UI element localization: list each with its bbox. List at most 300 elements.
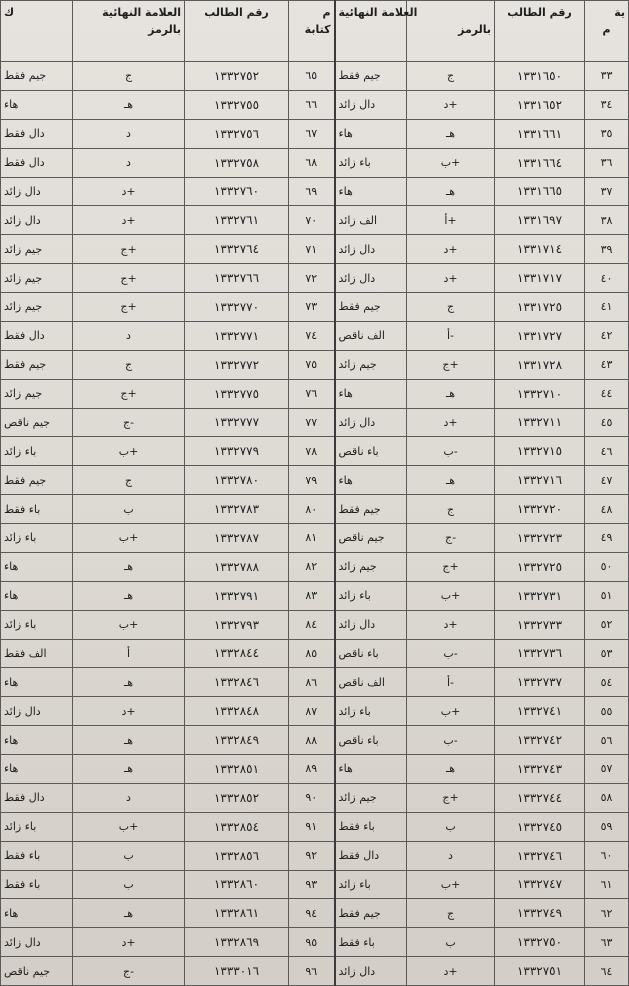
right-student-number: ١٣٣٢٧٤٧ — [495, 870, 585, 899]
right-student-number: ١٣٣٢٧٢٥ — [495, 552, 585, 581]
left-student-number: ١٣٣٢٧٨٣ — [185, 495, 289, 524]
right-row-index: ٥١ — [585, 581, 629, 610]
right-row-index: ٥٣ — [585, 639, 629, 668]
right-grade-word: باء زائد — [335, 870, 407, 899]
left-row-index: ٨٤ — [289, 610, 335, 639]
right-row-index: ٤١ — [585, 293, 629, 322]
left-grade-word: هاء — [1, 581, 73, 610]
right-row-index: ٤٤ — [585, 379, 629, 408]
right-grade-symbol: د — [407, 841, 495, 870]
right-student-number: ١٣٣١٦٦٥ — [495, 177, 585, 206]
right-grade-symbol: ب- — [407, 726, 495, 755]
left-student-number: ١٣٣٣٠١٦ — [185, 957, 289, 986]
right-grade-symbol: ج — [407, 899, 495, 928]
table-row — [1, 62, 629, 91]
right-student-number: ١٣٣٢٧١٠ — [495, 379, 585, 408]
right-grade-word: جيم زائد — [335, 350, 407, 379]
right-student-number: ١٣٣١٧١٧ — [495, 264, 585, 293]
right-student-number: ١٣٣٢٧٤٦ — [495, 841, 585, 870]
left-m-header — [289, 1, 335, 62]
table-row — [1, 264, 629, 293]
left-grade-word: جيم فقط — [1, 466, 73, 495]
right-student-number: ١٣٣١٦٩٧ — [495, 206, 585, 235]
right-grade-word: دال زائد — [335, 957, 407, 986]
left-grade-symbol: أ — [73, 639, 185, 668]
right-student-number: ١٣٣٢٧٤٢ — [495, 726, 585, 755]
left-student-number: ١٣٣٢٧٦٤ — [185, 235, 289, 264]
left-student-number: ١٣٣٢٨٥١ — [185, 755, 289, 784]
left-grade-word: جيم فقط — [1, 350, 73, 379]
left-row-index: ٧٢ — [289, 264, 335, 293]
left-grade-symbol: د — [73, 148, 185, 177]
right-grade-symbol: هـ — [407, 119, 495, 148]
right-grade-symbol: د+ — [407, 235, 495, 264]
left-student-number: ١٣٣٢٧٧٠ — [185, 293, 289, 322]
left-student-number: ١٣٣٢٧٧٩ — [185, 437, 289, 466]
right-grade-word: هاء — [335, 466, 407, 495]
table-row — [1, 408, 629, 437]
left-grade-symbol: د+ — [73, 206, 185, 235]
left-grade-word: هاء — [1, 90, 73, 119]
right-student-number: ١٣٣١٦٦٤ — [495, 148, 585, 177]
left-grade-word: دال زائد — [1, 928, 73, 957]
right-grade-word: باء فقط — [335, 812, 407, 841]
table-row — [1, 524, 629, 553]
right-grade-symbol: هـ — [407, 177, 495, 206]
right-grade-word: الف ناقص — [335, 668, 407, 697]
right-grade-symbol: د+ — [407, 264, 495, 293]
right-grade-word: دال زائد — [335, 90, 407, 119]
table-row — [1, 639, 629, 668]
right-grade-symbol: أ+ — [407, 206, 495, 235]
left-row-index: ٩٤ — [289, 899, 335, 928]
table-row — [1, 321, 629, 350]
left-grade-symbol: ب+ — [73, 812, 185, 841]
right-student-number: ١٣٣٢٧١١ — [495, 408, 585, 437]
right-grade-word: الف زائد — [335, 206, 407, 235]
left-row-index: ٩٠ — [289, 783, 335, 812]
left-row-index: ٧٧ — [289, 408, 335, 437]
right-grade-word: جيم فقط — [335, 62, 407, 91]
right-student-number: ١٣٣١٦٥٢ — [495, 90, 585, 119]
table-row — [1, 726, 629, 755]
right-row-index: ٣٥ — [585, 119, 629, 148]
left-row-index: ٨٣ — [289, 581, 335, 610]
left-grade-word: هاء — [1, 899, 73, 928]
left-grade-symbol: ب — [73, 841, 185, 870]
right-grade-word: دال زائد — [335, 235, 407, 264]
left-row-index: ٨٩ — [289, 755, 335, 784]
right-symbol-header — [407, 1, 495, 62]
right-grade-word: دال زائد — [335, 408, 407, 437]
table-row — [1, 668, 629, 697]
left-row-index: ٦٥ — [289, 62, 335, 91]
right-grade-word: جيم فقط — [335, 899, 407, 928]
left-student-number: ١٣٣٢٨٥٦ — [185, 841, 289, 870]
table-row — [1, 235, 629, 264]
header-row — [1, 1, 629, 62]
right-grade-symbol: ب+ — [407, 697, 495, 726]
table-row — [1, 610, 629, 639]
left-student-number: ١٣٣٢٧٧١ — [185, 321, 289, 350]
right-grade-symbol: ج+ — [407, 350, 495, 379]
left-row-index: ٦٩ — [289, 177, 335, 206]
left-grade-word: باء فقط — [1, 870, 73, 899]
table-row — [1, 581, 629, 610]
table-row — [1, 466, 629, 495]
left-symbol-header — [73, 1, 185, 62]
left-grade-symbol: د — [73, 119, 185, 148]
left-row-index: ٩١ — [289, 812, 335, 841]
right-by-symbol-label: بالرمز — [458, 23, 491, 36]
table-row — [1, 495, 629, 524]
right-grade-word: هاء — [335, 119, 407, 148]
left-grade-symbol: د+ — [73, 928, 185, 957]
right-grade-word: هاء — [335, 755, 407, 784]
right-row-index: ٣٨ — [585, 206, 629, 235]
right-student-number: ١٣٣٢٧٣٧ — [495, 668, 585, 697]
left-student-no-header: رقم الطالب — [185, 1, 289, 62]
left-student-number: ١٣٣٢٧٥٢ — [185, 62, 289, 91]
right-grade-word: جيم فقط — [335, 495, 407, 524]
left-student-number: ١٣٣٢٧٥٦ — [185, 119, 289, 148]
right-student-number: ١٣٣١٦٥٠ — [495, 62, 585, 91]
left-grade-word: جيم زائد — [1, 293, 73, 322]
right-grade-symbol: ج- — [407, 524, 495, 553]
left-student-number: ١٣٣٢٨٤٩ — [185, 726, 289, 755]
table-row — [1, 293, 629, 322]
right-row-index: ٤٣ — [585, 350, 629, 379]
right-edge-label: ية — [614, 6, 625, 19]
right-row-index: ٥٧ — [585, 755, 629, 784]
right-student-number: ١٣٣٢٧٤٩ — [495, 899, 585, 928]
left-grade-word: باء زائد — [1, 812, 73, 841]
left-student-number: ١٣٣٢٨٦٠ — [185, 870, 289, 899]
right-row-index: ٣٧ — [585, 177, 629, 206]
left-row-index: ٧٠ — [289, 206, 335, 235]
right-student-number: ١٣٣٢٧٣١ — [495, 581, 585, 610]
right-grade-symbol: ب — [407, 812, 495, 841]
right-row-index: ٣٩ — [585, 235, 629, 264]
table-row — [1, 437, 629, 466]
left-grade-word: باء زائد — [1, 524, 73, 553]
right-student-number: ١٣٣١٧١٤ — [495, 235, 585, 264]
right-grade-word: باء ناقص — [335, 726, 407, 755]
left-student-number: ١٣٣٢٧٧٧ — [185, 408, 289, 437]
left-grade-symbol: ج — [73, 466, 185, 495]
left-grade-symbol: ج- — [73, 408, 185, 437]
left-grade-symbol: ج — [73, 62, 185, 91]
left-m-label: م — [322, 6, 331, 19]
right-grade-word: جيم زائد — [335, 783, 407, 812]
left-grade-word: دال زائد — [1, 177, 73, 206]
right-grade-symbol: ب — [407, 928, 495, 957]
left-grade-word: هاء — [1, 552, 73, 581]
left-grade-word: دال فقط — [1, 783, 73, 812]
right-grade-symbol: أ- — [407, 668, 495, 697]
left-student-number: ١٣٣٢٨٤٦ — [185, 668, 289, 697]
right-row-index: ٣٤ — [585, 90, 629, 119]
left-grade-word: هاء — [1, 668, 73, 697]
right-grade-symbol: هـ — [407, 755, 495, 784]
left-grade-word: الف فقط — [1, 639, 73, 668]
left-row-index: ٦٧ — [289, 119, 335, 148]
right-grade-word: باء زائد — [335, 581, 407, 610]
right-grade-word: هاء — [335, 177, 407, 206]
right-m-label: م — [602, 23, 611, 36]
table-row — [1, 206, 629, 235]
right-grade-word: الف ناقص — [335, 321, 407, 350]
right-student-number: ١٣٣٢٧١٦ — [495, 466, 585, 495]
right-student-number: ١٣٣١٧٢٥ — [495, 293, 585, 322]
left-grade-symbol: هـ — [73, 90, 185, 119]
right-grade-symbol: ب+ — [407, 870, 495, 899]
right-row-index: ٥٩ — [585, 812, 629, 841]
left-student-number: ١٣٣٢٨٥٤ — [185, 812, 289, 841]
left-grade-symbol: د — [73, 783, 185, 812]
right-grade-symbol: هـ — [407, 379, 495, 408]
right-grade-word: باء زائد — [335, 697, 407, 726]
left-row-index: ٩٦ — [289, 957, 335, 986]
table-row — [1, 697, 629, 726]
right-student-number: ١٣٣٢٧٣٣ — [495, 610, 585, 639]
left-row-index: ٨٥ — [289, 639, 335, 668]
table-row — [1, 812, 629, 841]
right-student-number: ١٣٣٢٧١٥ — [495, 437, 585, 466]
left-grade-symbol: د+ — [73, 697, 185, 726]
right-final-grade-label: العلامة النهائية — [338, 6, 418, 19]
left-grade-word: باء فقط — [1, 495, 73, 524]
left-row-index: ٧٨ — [289, 437, 335, 466]
right-row-index: ٥٤ — [585, 668, 629, 697]
table-row — [1, 148, 629, 177]
right-grade-symbol: ج — [407, 495, 495, 524]
left-row-index: ٩٢ — [289, 841, 335, 870]
right-student-number: ١٣٣٢٧٢٠ — [495, 495, 585, 524]
left-grade-symbol: هـ — [73, 552, 185, 581]
left-grade-word: باء زائد — [1, 437, 73, 466]
right-grade-word: دال فقط — [335, 841, 407, 870]
right-row-index: ٦٠ — [585, 841, 629, 870]
right-grade-word: باء فقط — [335, 928, 407, 957]
left-grade-symbol: هـ — [73, 726, 185, 755]
left-grade-word: جيم ناقص — [1, 408, 73, 437]
left-student-number: ١٣٣٢٨٦٩ — [185, 928, 289, 957]
left-grade-symbol: د — [73, 321, 185, 350]
right-row-index: ٤٨ — [585, 495, 629, 524]
right-row-index: ٤٥ — [585, 408, 629, 437]
left-grade-word: جيم ناقص — [1, 957, 73, 986]
left-grade-word: جيم فقط — [1, 62, 73, 91]
left-row-index: ٦٦ — [289, 90, 335, 119]
left-row-index: ٨٠ — [289, 495, 335, 524]
right-student-number: ١٣٣٢٧٥١ — [495, 957, 585, 986]
right-grade-symbol: د+ — [407, 957, 495, 986]
left-student-number: ١٣٣٢٧٦٦ — [185, 264, 289, 293]
left-grade-word: باء فقط — [1, 841, 73, 870]
left-student-number: ١٣٣٢٧٥٨ — [185, 148, 289, 177]
left-grade-symbol: ج+ — [73, 264, 185, 293]
left-row-index: ٧٥ — [289, 350, 335, 379]
right-grade-symbol: د+ — [407, 610, 495, 639]
left-grade-word: جيم زائد — [1, 379, 73, 408]
right-student-no-header: رقم الطالب — [495, 1, 585, 62]
table-row — [1, 899, 629, 928]
table-row — [1, 957, 629, 986]
left-grade-word: هاء — [1, 755, 73, 784]
right-student-number: ١٣٣٢٧٤٤ — [495, 783, 585, 812]
left-grade-word: جيم زائد — [1, 264, 73, 293]
right-grade-symbol: ج — [407, 293, 495, 322]
right-row-index: ٦١ — [585, 870, 629, 899]
table-row — [1, 870, 629, 899]
right-student-number: ١٣٣٢٧٤٣ — [495, 755, 585, 784]
table-row — [1, 379, 629, 408]
right-grade-symbol: ب- — [407, 437, 495, 466]
left-marker-label: ك — [4, 6, 15, 19]
left-grade-symbol: ب — [73, 495, 185, 524]
right-grade-symbol: ب- — [407, 639, 495, 668]
right-grade-symbol: ج — [407, 62, 495, 91]
left-student-number: ١٣٣٢٨٤٨ — [185, 697, 289, 726]
right-grade-word: باء ناقص — [335, 437, 407, 466]
right-row-index: ٤٠ — [585, 264, 629, 293]
right-grade-word: باء ناقص — [335, 639, 407, 668]
right-row-index: ٥٨ — [585, 783, 629, 812]
left-grade-symbol: ج- — [73, 957, 185, 986]
right-student-number: ١٣٣٢٧٣٦ — [495, 639, 585, 668]
right-grade-word: دال زائد — [335, 610, 407, 639]
left-row-index: ٧٦ — [289, 379, 335, 408]
right-grade-word: باء زائد — [335, 148, 407, 177]
right-student-number: ١٣٣١٧٢٨ — [495, 350, 585, 379]
left-grade-symbol: ج+ — [73, 293, 185, 322]
table-row — [1, 552, 629, 581]
left-row-index: ٨٦ — [289, 668, 335, 697]
left-row-index: ٧٤ — [289, 321, 335, 350]
left-grade-word: دال زائد — [1, 697, 73, 726]
right-grade-header — [335, 1, 418, 62]
left-grade-symbol: هـ — [73, 755, 185, 784]
right-student-number: ١٣٣١٦٦١ — [495, 119, 585, 148]
left-row-index: ٦٨ — [289, 148, 335, 177]
left-row-index: ٧١ — [289, 235, 335, 264]
right-row-index: ٣٦ — [585, 148, 629, 177]
left-grade-symbol: ج — [73, 350, 185, 379]
table-row — [1, 119, 629, 148]
right-row-index: ٤٢ — [585, 321, 629, 350]
right-grade-symbol: ب+ — [407, 148, 495, 177]
right-row-index: ٦٣ — [585, 928, 629, 957]
left-grade-symbol: هـ — [73, 581, 185, 610]
right-row-index: ٥٠ — [585, 552, 629, 581]
left-grade-symbol: هـ — [73, 899, 185, 928]
right-grade-word: جيم ناقص — [335, 524, 407, 553]
left-student-number: ١٣٣٢٧٥٥ — [185, 90, 289, 119]
right-student-number: ١٣٣٢٧٢٣ — [495, 524, 585, 553]
right-grade-word: هاء — [335, 379, 407, 408]
left-row-index: ٨٧ — [289, 697, 335, 726]
left-grade-symbol: د+ — [73, 177, 185, 206]
right-row-index: ٣٣ — [585, 62, 629, 91]
left-row-index: ٧٣ — [289, 293, 335, 322]
right-row-index: ٤٧ — [585, 466, 629, 495]
right-grade-symbol: ب+ — [407, 581, 495, 610]
right-grade-symbol: هـ — [407, 466, 495, 495]
right-student-number: ١٣٣٢٧٥٠ — [495, 928, 585, 957]
left-student-number: ١٣٣٢٨٤٤ — [185, 639, 289, 668]
right-kitaba-label: كتابة — [304, 23, 331, 36]
left-student-number: ١٣٣٢٧٩٣ — [185, 610, 289, 639]
left-by-symbol-label: بالرمز — [148, 23, 181, 36]
left-grade-word: باء زائد — [1, 610, 73, 639]
left-grade-word: جيم زائد — [1, 235, 73, 264]
left-row-index: ٩٥ — [289, 928, 335, 957]
left-row-index: ٩٣ — [289, 870, 335, 899]
table-row — [1, 841, 629, 870]
right-grade-word: جيم فقط — [335, 293, 407, 322]
left-student-number: ١٣٣٢٧٦١ — [185, 206, 289, 235]
left-grade-word: دال فقط — [1, 148, 73, 177]
right-row-index: ٥٦ — [585, 726, 629, 755]
left-grade-symbol: ج+ — [73, 235, 185, 264]
table-row — [1, 177, 629, 206]
right-m-header — [585, 1, 629, 62]
left-student-number: ١٣٣٢٧٦٠ — [185, 177, 289, 206]
right-row-index: ٥٢ — [585, 610, 629, 639]
left-grade-word: هاء — [1, 726, 73, 755]
right-grade-symbol: ج+ — [407, 552, 495, 581]
right-grade-symbol: أ- — [407, 321, 495, 350]
right-row-index: ٤٩ — [585, 524, 629, 553]
left-grade-word: دال فقط — [1, 119, 73, 148]
left-student-number: ١٣٣٢٧٨٨ — [185, 552, 289, 581]
left-final-grade-label: العلامة النهائية — [102, 6, 181, 19]
right-row-index: ٦٢ — [585, 899, 629, 928]
left-grade-symbol: ب+ — [73, 610, 185, 639]
right-grade-word: دال زائد — [335, 264, 407, 293]
left-grade-symbol: ب+ — [73, 437, 185, 466]
table-row — [1, 783, 629, 812]
table-row — [1, 755, 629, 784]
left-grade-symbol: ج+ — [73, 379, 185, 408]
table-row — [1, 90, 629, 119]
right-grade-symbol: د+ — [407, 90, 495, 119]
left-student-number: ١٣٣٢٨٦١ — [185, 899, 289, 928]
left-row-index: ٨٢ — [289, 552, 335, 581]
right-student-number: ١٣٣١٧٢٧ — [495, 321, 585, 350]
left-student-number: ١٣٣٢٧٧٢ — [185, 350, 289, 379]
right-grade-word: جيم زائد — [335, 552, 407, 581]
left-grade-word: دال زائد — [1, 206, 73, 235]
left-grade-symbol: ب+ — [73, 524, 185, 553]
right-row-index: ٥٥ — [585, 697, 629, 726]
left-grade-word: دال فقط — [1, 321, 73, 350]
left-row-index: ٨١ — [289, 524, 335, 553]
left-grade-header — [1, 1, 73, 62]
left-row-index: ٨٨ — [289, 726, 335, 755]
right-student-number: ١٣٣٢٧٤١ — [495, 697, 585, 726]
left-student-number: ١٣٣٢٨٥٢ — [185, 783, 289, 812]
right-grade-symbol: د+ — [407, 408, 495, 437]
left-student-number: ١٣٣٢٧٧٥ — [185, 379, 289, 408]
left-grade-symbol: ب — [73, 870, 185, 899]
right-student-number: ١٣٣٢٧٤٥ — [495, 812, 585, 841]
table-row — [1, 350, 629, 379]
left-student-number: ١٣٣٢٧٨٧ — [185, 524, 289, 553]
right-row-index: ٤٦ — [585, 437, 629, 466]
right-row-index: ٦٤ — [585, 957, 629, 986]
